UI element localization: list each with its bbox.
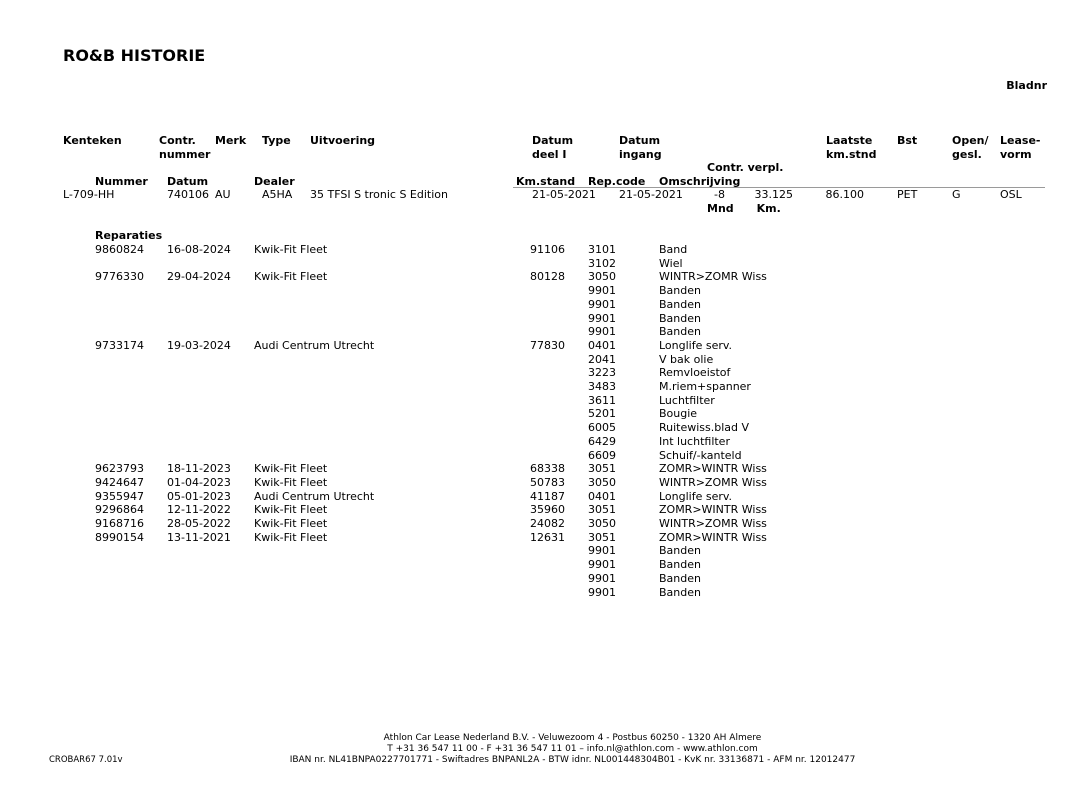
header-contr-verpl-line1: Contr. verpl. — [707, 161, 784, 174]
repair-dealer: Kwik-Fit Fleet — [254, 270, 328, 284]
repair-km-stand: 50783 — [530, 475, 565, 489]
header-contr-nummer-line2: nummer — [159, 147, 211, 161]
repair-omschrijving: Banden — [659, 558, 701, 572]
repair-code: 5201 — [588, 407, 616, 421]
repair-code: 3223 — [588, 366, 616, 380]
page-number-label: Bladnr — [1006, 79, 1047, 92]
subheader-nummer: Nummer — [95, 175, 148, 188]
repair-omschrijving: Luchtfilter — [659, 393, 715, 407]
repair-datum: 05-01-2023 — [167, 489, 231, 503]
repair-code: 9901 — [588, 544, 616, 558]
repair-code: 9901 — [588, 311, 616, 325]
repair-code: 2041 — [588, 352, 616, 366]
subheader-km-stand: Km.stand — [516, 175, 576, 188]
repair-omschrijving: Remvloeistof — [659, 366, 731, 380]
repair-datum: 29-04-2024 — [167, 270, 231, 284]
repair-code: 6005 — [588, 421, 616, 435]
repair-code: 3483 — [588, 380, 616, 393]
repair-km-stand: 91106 — [530, 243, 565, 256]
repair-km-stand: 24082 — [530, 517, 565, 530]
header-contr-nummer — [159, 134, 210, 161]
header-contr-verpl-line2: Mnd Km. — [707, 201, 781, 215]
vehicle-contract: 740106 — [167, 188, 209, 201]
repair-omschrijving: ZOMR>WINTR Wiss — [659, 530, 767, 544]
subheader-dealer: Dealer — [254, 175, 295, 188]
form-code: CROBAR67 7.01v — [49, 755, 123, 765]
repair-code: 0401 — [588, 489, 616, 503]
footer-contact-line: T +31 36 547 11 00 - F +31 36 547 11 01 – info.nl@athlon.com - www.athlon.com — [387, 744, 758, 755]
repairs-section-title: Reparaties — [95, 229, 163, 242]
repair-code: 9901 — [588, 585, 616, 599]
header-open-gesl-line2: gesl. — [952, 147, 982, 161]
vehicle-laatste-km: 86.100 — [825, 188, 864, 201]
header-uitvoering: Uitvoering — [310, 134, 376, 147]
repair-omschrijving: Schuif/-kanteld — [659, 448, 742, 462]
repair-datum: 28-05-2022 — [167, 517, 231, 530]
header-lease-vorm — [1000, 134, 1040, 161]
repair-km-stand: 12631 — [530, 530, 565, 544]
document-title: RO&B HISTORIE — [63, 46, 206, 65]
repair-dealer: Kwik-Fit Fleet — [254, 517, 328, 530]
header-merk: Merk — [215, 134, 247, 147]
repair-km-stand: 77830 — [530, 338, 565, 352]
header-laatste-km — [826, 134, 876, 161]
repair-km-stand: 35960 — [530, 503, 565, 517]
repair-omschrijving: Longlife serv. — [659, 338, 733, 352]
vehicle-datum-ingang: 21-05-2021 — [619, 188, 683, 201]
repair-datum: 19-03-2024 — [167, 338, 231, 352]
repair-dealer: Audi Centrum Utrecht — [254, 338, 375, 352]
vehicle-type: A5HA — [262, 188, 293, 201]
repair-code: 3050 — [588, 475, 616, 489]
repair-nummer: 9776330 — [95, 270, 144, 284]
repair-dealer: Kwik-Fit Fleet — [254, 530, 328, 544]
header-open-gesl — [952, 134, 989, 161]
repair-omschrijving: Banden — [659, 311, 701, 325]
repair-dealer: Kwik-Fit Fleet — [254, 503, 328, 517]
vehicle-datum-deel: 21-05-2021 — [532, 188, 596, 201]
repair-datum: 01-04-2023 — [167, 475, 231, 489]
repair-nummer: 9733174 — [95, 338, 144, 352]
repair-omschrijving: Longlife serv. — [659, 489, 733, 503]
header-laatste-km-line1: Laatste — [826, 134, 873, 147]
repair-omschrijving: WINTR>ZOMR Wiss — [659, 475, 767, 489]
repair-omschrijving: Bougie — [659, 407, 698, 421]
vehicle-bst: PET — [897, 188, 918, 201]
header-datum-ingang — [619, 134, 662, 161]
repair-code: 9901 — [588, 325, 616, 339]
header-type: Type — [262, 134, 291, 147]
header-contr-nummer-line1: Contr. — [159, 134, 196, 147]
header-bst: Bst — [897, 134, 918, 147]
header-datum-ingang-line1: Datum — [619, 134, 661, 147]
header-datum-deel-line1: Datum — [532, 134, 574, 147]
repair-dealer: Kwik-Fit Fleet — [254, 243, 328, 256]
footer — [0, 733, 1080, 767]
subheader-rep-code: Rep.code — [588, 175, 646, 188]
repair-omschrijving: Ruitewiss.blad V — [659, 421, 750, 435]
repair-nummer: 9860824 — [95, 243, 144, 256]
repair-km-stand: 41187 — [530, 489, 565, 503]
vehicle-km: 33.125 — [754, 188, 793, 201]
repair-code: 6429 — [588, 434, 616, 448]
repair-omschrijving: M.riem+spanner — [659, 380, 751, 393]
header-lease-vorm-line2: vorm — [1000, 147, 1032, 161]
repair-km-stand: 68338 — [530, 462, 565, 476]
repair-code: 9901 — [588, 297, 616, 311]
repair-dealer: Audi Centrum Utrecht — [254, 489, 375, 503]
header-open-gesl-line1: Open/ — [952, 134, 989, 147]
repair-code: 3102 — [588, 256, 616, 270]
header-datum-deel-line2: deel I — [532, 147, 567, 161]
vehicle-lease-vorm: OSL — [1000, 188, 1022, 201]
repair-code: 3101 — [588, 243, 616, 256]
vehicle-kenteken: L-709-HH — [63, 188, 115, 201]
repair-omschrijving: ZOMR>WINTR Wiss — [659, 503, 767, 517]
repair-code: 3051 — [588, 503, 616, 517]
subheader-omschrijving: Omschrijving — [659, 175, 741, 188]
repair-nummer: 9623793 — [95, 462, 144, 476]
repair-datum: 16-08-2024 — [167, 243, 231, 256]
repair-code: 6609 — [588, 448, 616, 462]
vehicle-merk: AU — [215, 188, 231, 201]
subheader-datum: Datum — [167, 175, 209, 188]
repair-code: 3611 — [588, 393, 616, 407]
repair-omschrijving: Banden — [659, 297, 701, 311]
repair-dealer: Kwik-Fit Fleet — [254, 475, 328, 489]
repair-code: 0401 — [588, 338, 616, 352]
repair-omschrijving: WINTR>ZOMR Wiss — [659, 517, 767, 530]
repair-omschrijving: Banden — [659, 284, 701, 298]
header-laatste-km-line2: km.stnd — [826, 147, 877, 161]
repair-nummer: 9355947 — [95, 489, 144, 503]
repair-omschrijving: Wiel — [659, 256, 683, 270]
vehicle-mnd: -8 — [714, 188, 725, 201]
repair-omschrijving: Banden — [659, 571, 701, 585]
repair-nummer: 9168716 — [95, 517, 144, 530]
repair-omschrijving: WINTR>ZOMR Wiss — [659, 270, 767, 284]
repair-datum: 18-11-2023 — [167, 462, 231, 476]
repair-code: 3051 — [588, 462, 616, 476]
repair-code: 3050 — [588, 270, 616, 284]
repair-omschrijving: Band — [659, 243, 688, 256]
repair-code: 9901 — [588, 284, 616, 298]
header-lease-vorm-line1: Lease- — [1000, 134, 1041, 147]
repair-omschrijving: ZOMR>WINTR Wiss — [659, 462, 767, 476]
repair-datum: 13-11-2021 — [167, 530, 231, 544]
repair-omschrijving: Banden — [659, 585, 701, 599]
repair-code: 3050 — [588, 517, 616, 530]
footer-address-line: Athlon Car Lease Nederland B.V. - Veluwezoom 4 - Postbus 60250 - 1320 AH Almere — [383, 733, 762, 743]
footer-registration-line: IBAN nr. NL41BNPA0227701771 - Swiftadres BNPANL2A - BTW idnr. NL001448304B01 - KvK nr. 33136871 - AFM nr. 12012477 — [289, 755, 856, 766]
repair-nummer: 9296864 — [95, 503, 144, 517]
repair-code: 9901 — [588, 571, 616, 585]
repair-omschrijving: Banden — [659, 325, 701, 339]
repair-omschrijving: V bak olie — [659, 352, 714, 366]
repair-dealer: Kwik-Fit Fleet — [254, 462, 328, 476]
header-datum-deel — [532, 134, 573, 161]
repair-nummer: 9424647 — [95, 475, 144, 489]
repair-nummer: 8990154 — [95, 530, 144, 544]
repair-code: 3051 — [588, 530, 616, 544]
header-kenteken: Kenteken — [63, 134, 122, 147]
vehicle-uitvoering: 35 TFSI S tronic S Edition — [310, 188, 448, 201]
repair-datum: 12-11-2022 — [167, 503, 231, 517]
repair-omschrijving: Banden — [659, 544, 701, 558]
repair-km-stand: 80128 — [530, 270, 565, 284]
vehicle-open-gesl: G — [952, 188, 961, 201]
header-datum-ingang-line2: ingang — [619, 147, 662, 161]
repair-code: 9901 — [588, 558, 616, 572]
repair-omschrijving: Int luchtfilter — [659, 434, 730, 448]
